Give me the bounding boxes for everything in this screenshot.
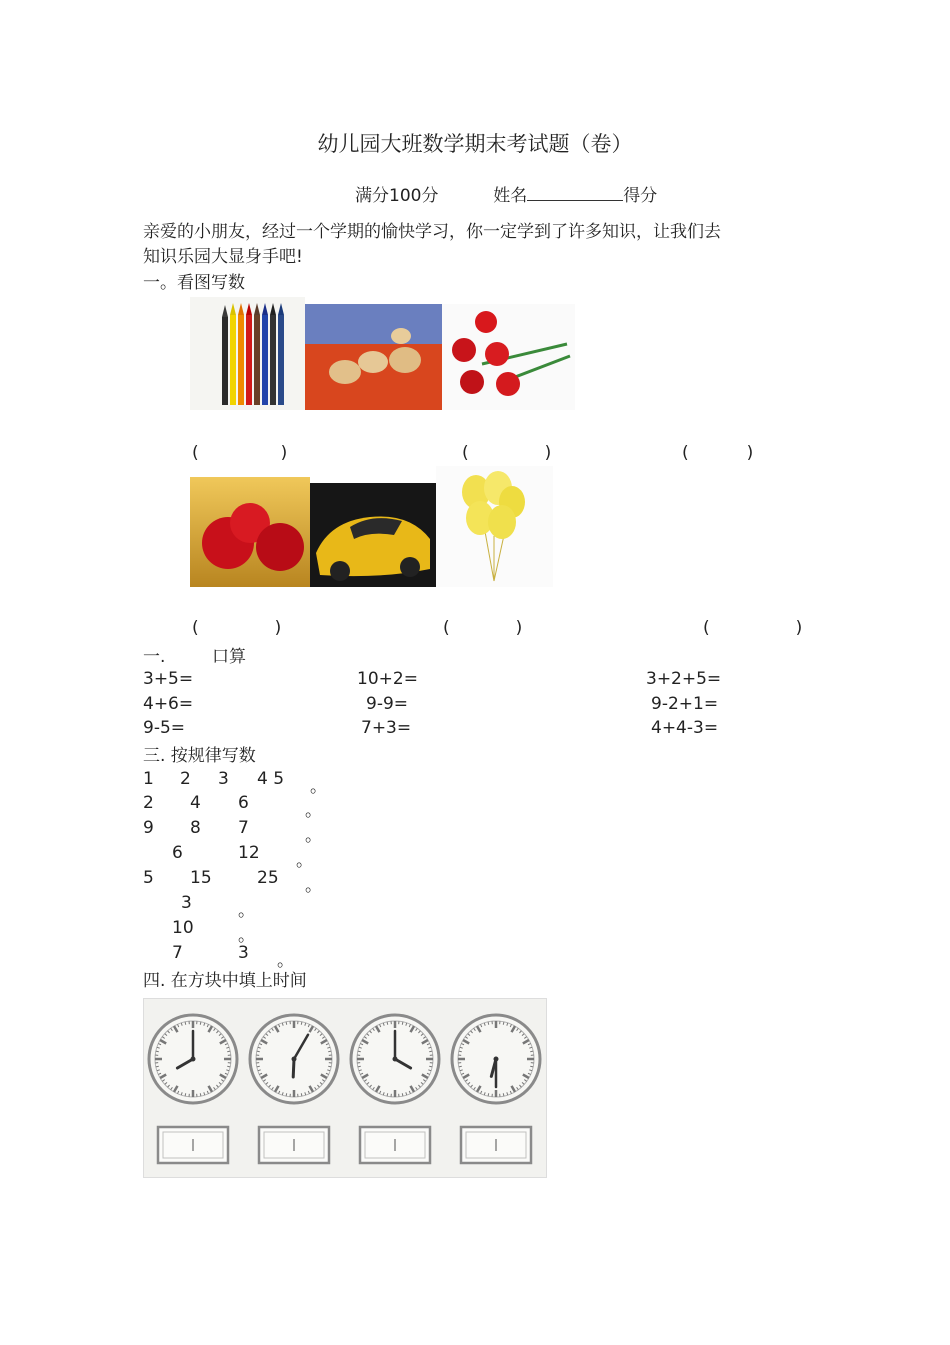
answer-paren-2[interactable]: ( ) — [462, 443, 552, 463]
crayons-image — [190, 297, 305, 410]
name-blank[interactable] — [527, 186, 623, 201]
problem-7: 9-5= — [143, 718, 186, 738]
problem-6: 9-2+1= — [651, 694, 719, 714]
clock-strip — [143, 998, 547, 1178]
answer-paren-6[interactable]: ( ) — [703, 618, 803, 638]
answer-paren-1[interactable]: ( ) — [192, 443, 288, 463]
clock-1 — [149, 1015, 237, 1163]
problem-8: 7+3= — [361, 718, 412, 738]
section-3-heading: 三. 按规律写数 — [143, 746, 256, 766]
problem-4: 4+6= — [143, 694, 194, 714]
clock-4 — [452, 1015, 540, 1163]
apples-image — [190, 477, 310, 587]
problem-2: 10+2= — [357, 669, 418, 689]
full-marks: 满分100分 — [355, 186, 439, 206]
clocks-figure — [144, 999, 546, 1177]
balloons-image — [436, 466, 553, 587]
clock-3 — [351, 1015, 439, 1163]
answer-paren-3[interactable]: ( ) — [682, 443, 754, 463]
name-label: 姓名 — [493, 186, 528, 206]
clock-2 — [250, 1015, 338, 1163]
hour-hand — [293, 1059, 294, 1077]
problem-5: 9-9= — [366, 694, 409, 714]
problem-1: 3+5= — [143, 669, 194, 689]
page-title: 幼儿园大班数学期末考试题（卷） — [317, 132, 633, 156]
carnations-image — [442, 304, 575, 410]
pigs-image — [305, 304, 442, 410]
section-2-heading: 口算 — [212, 647, 246, 667]
problem-9: 4+4-3= — [651, 718, 719, 738]
answer-paren-4[interactable]: ( ) — [192, 618, 282, 638]
section-4-heading: 四. 在方块中填上时间 — [143, 971, 307, 991]
score-line — [355, 181, 657, 206]
car-image — [310, 483, 436, 587]
intro-line-2: 知识乐园大显身手吧! — [143, 247, 303, 267]
problem-3: 3+2+5= — [646, 669, 722, 689]
section-2-num: 一. — [143, 647, 166, 667]
intro-line-1: 亲爱的小朋友，经过一个学期的愉快学习，你一定学到了许多知识，让我们去 — [143, 222, 721, 242]
answer-paren-5[interactable]: ( ) — [443, 618, 523, 638]
score-label: 得分 — [623, 186, 658, 206]
section-1-heading: 一。看图写数 — [143, 273, 245, 293]
